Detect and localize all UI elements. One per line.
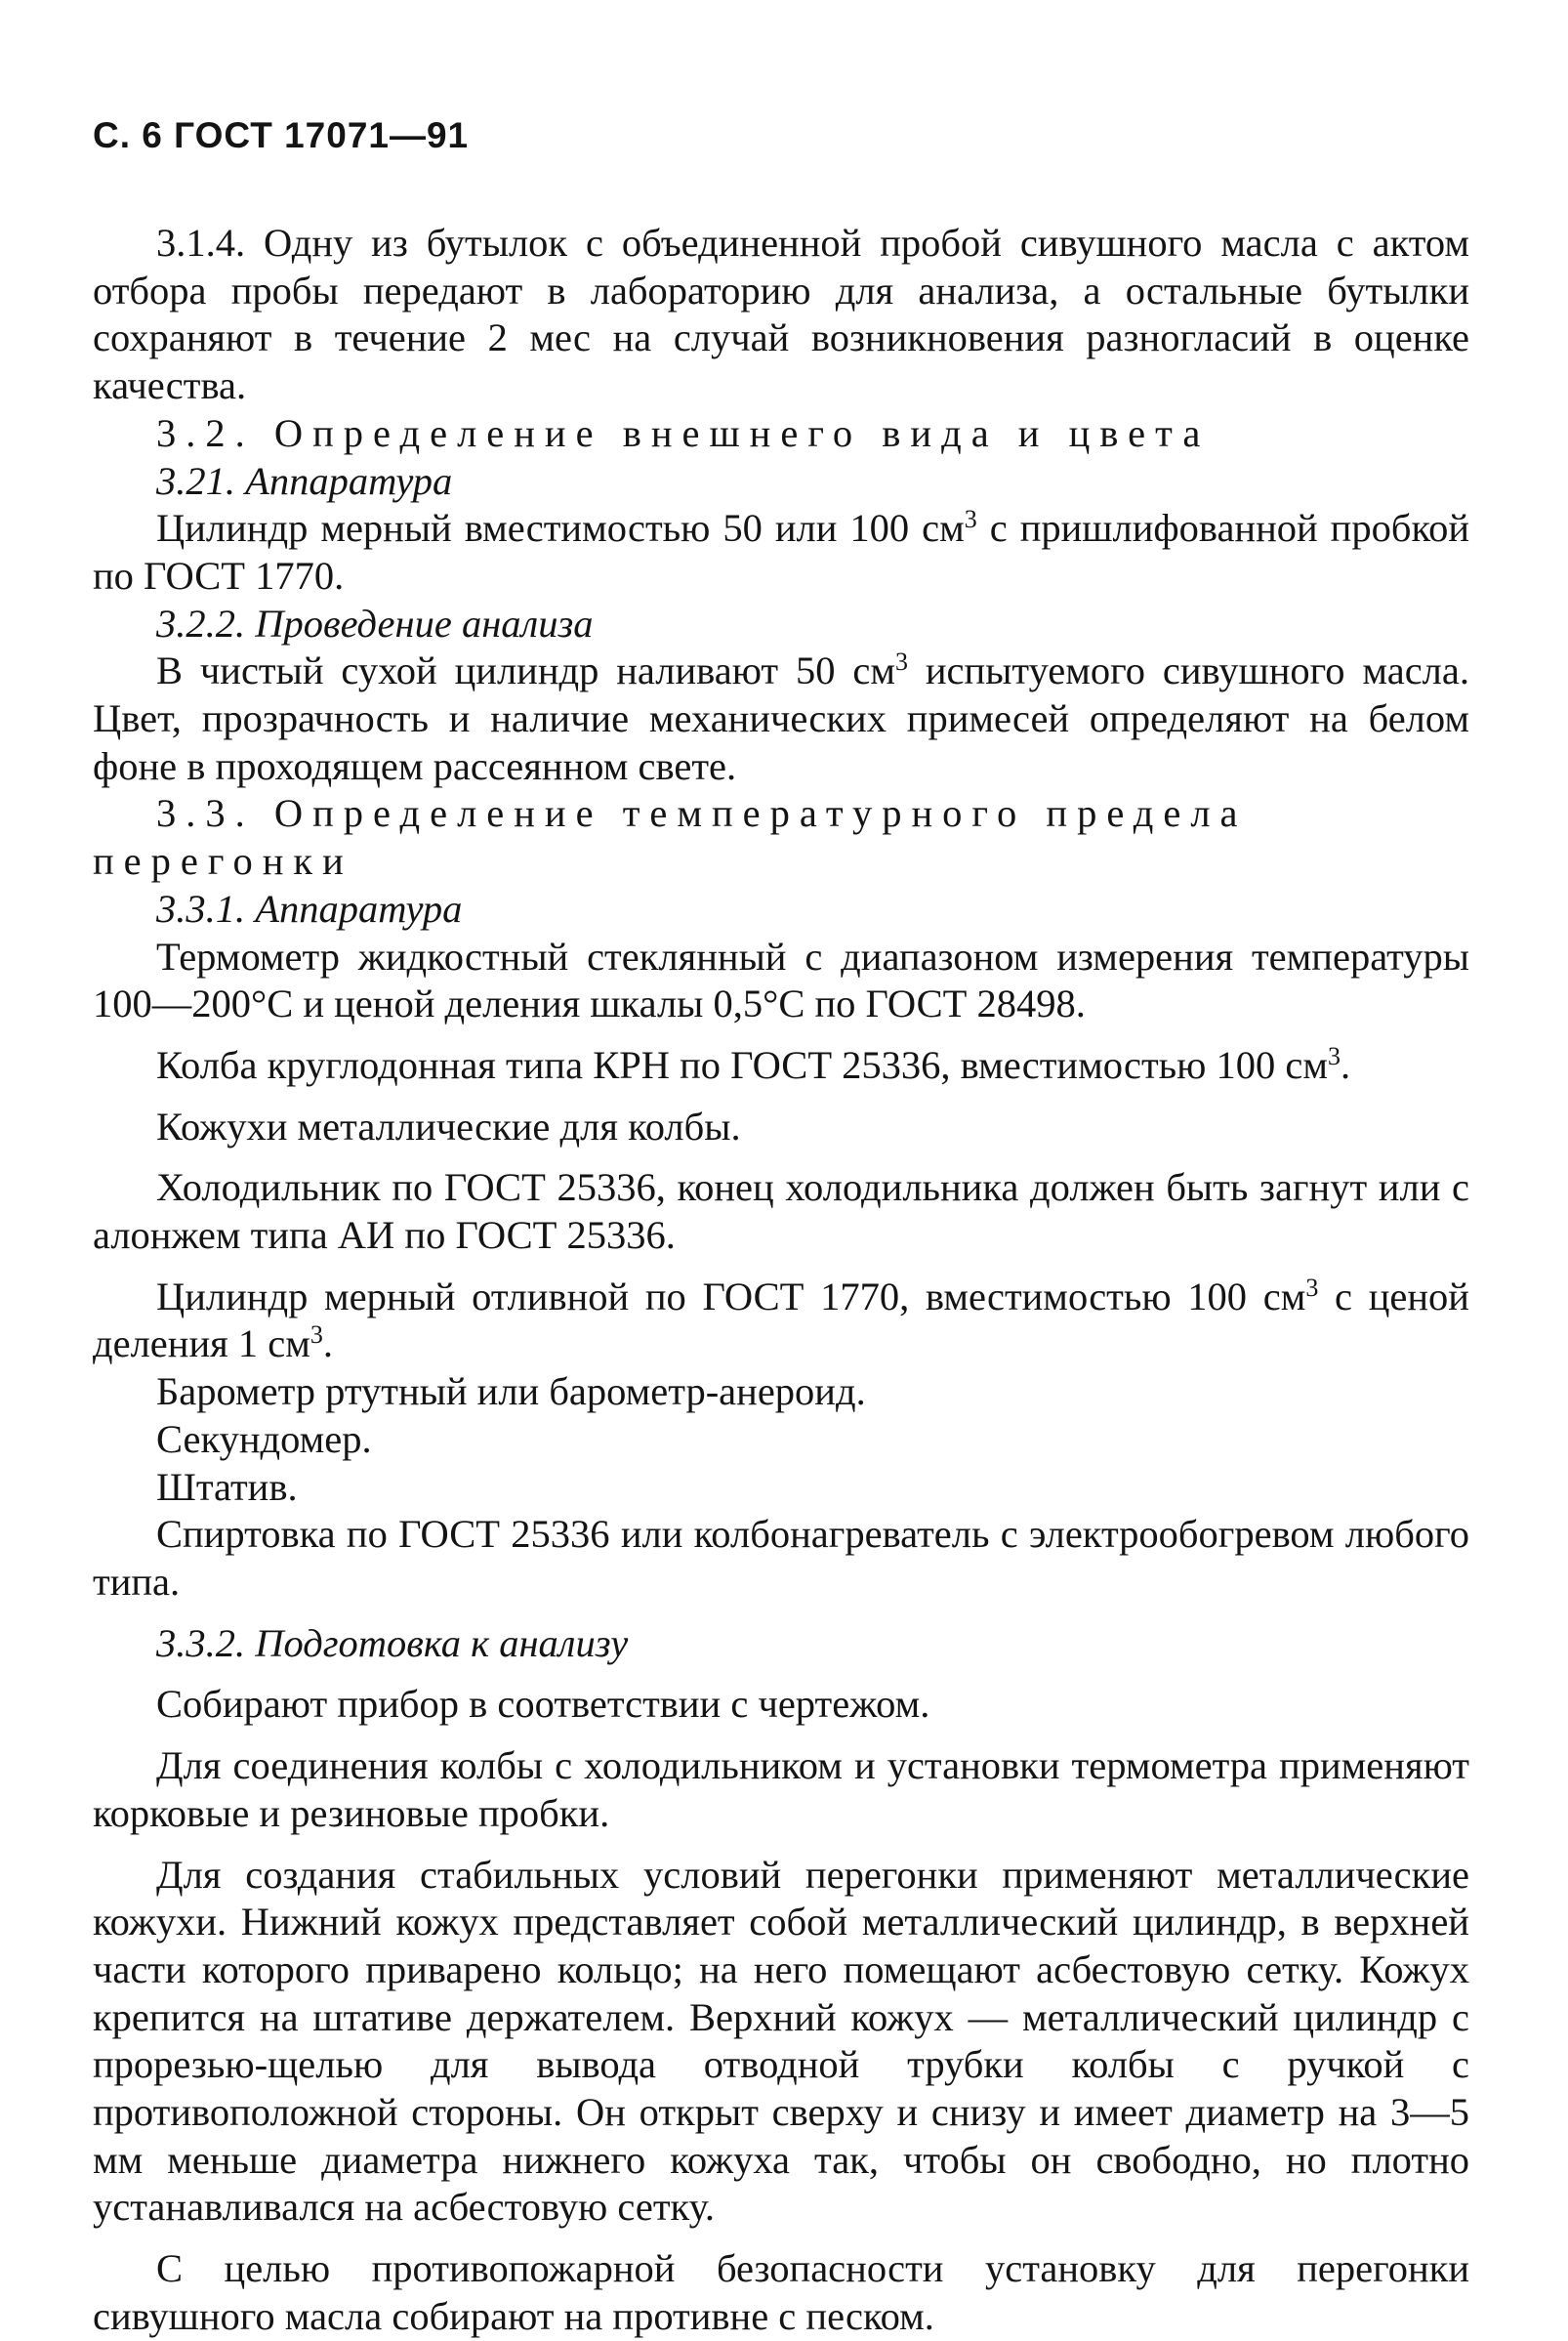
paragraph-barometer: Барометр ртутный или барометр-анероид. [156, 1369, 866, 1414]
subheading-3-3-2: 3.3.2. Подготовка к анализу [156, 1620, 629, 1665]
subheading-3-2-1: 3.21. Аппаратура [156, 458, 453, 503]
subheading-3-3-1: 3.3.1. Аппаратура [156, 886, 463, 931]
paragraph-flask: Колба круглодонная типа КРН по ГОСТ 25336, вместимостью 100 $см^3$. [156, 1041, 1351, 1087]
page-header: С. 6 ГОСТ 17071—91 [93, 115, 470, 155]
paragraph-cylinder: Цилиндр мерный вместимостью 50 или 100 $см^3$ с пришлифованной пробкой по ГОСТ 1770. [93, 505, 1469, 598]
paragraph-fire-safety: С целью противопожарной безопасности установку для перегонки сивушного масла собирают на противне с песком. [93, 2246, 1469, 2338]
paragraph-assembly: Собирают прибор в соответствии с чертежом. [156, 1682, 930, 1727]
section-heading-3-3: 3.3. Определение температурного предела перегонки [93, 791, 1248, 884]
paragraph-stoppers: Для соединения колбы с холодильником и установки термометра применяют корковые и резиновые пробки. [93, 1743, 1469, 1835]
paragraph-condenser: Холодильник по ГОСТ 25336, конец холодильника должен быть загнут или с алонжем типа АИ по ГОСТ 25336. [93, 1165, 1469, 1258]
paragraph-stand: Штатив. [156, 1464, 298, 1509]
paragraph-3-1-4: 3.1.4. Одну из бутылок с объединенной пробой сивушного масла с актом отбора пробы передают в лабораторию для анализа, а остальные бутылки сохраняют в течение 2 мес на случай возникновения разногласий в оценке качества. [93, 221, 1469, 408]
paragraph-thermometer: Термометр жидкостный стеклянный с диапазоном измерения температуры 100—200°С и ценой деления шкалы 0,5°С по ГОСТ 28498. [93, 934, 1469, 1026]
paragraph-casings: Кожухи металлические для колбы. [156, 1104, 741, 1149]
paragraph-measuring-cylinder: Цилиндр мерный отливной по ГОСТ 1770, вместимостью 100 $см^3$ с ценой деления 1 $см^3$. [93, 1273, 1469, 1366]
paragraph-stopwatch: Секундомер. [156, 1416, 372, 1461]
document-body [93, 220, 1469, 2341]
paragraph-procedure: В чистый сухой цилиндр наливают 50 $см^3$ испытуемого сивушного масла. Цвет, прозрачность и наличие механических примесей определяют на белом фоне в проходящем рассеянном свете. [93, 648, 1469, 788]
paragraph-spirit-lamp: Спиртовка по ГОСТ 25336 или колбонагреватель с электрообогревом любого типа. [93, 1512, 1469, 1604]
subheading-3-2-2: 3.2.2. Проведение анализа [156, 601, 594, 646]
paragraph-metal-casings: Для создания стабильных условий перегонки применяют металлические кожухи. Нижний кожух представляет собой металлический цилиндр, в верхней части которого приварено кольцо; на него помещают асбестовую сетку. Кожух крепится на штативе держателем. Верхний кожух — металлический цилиндр с прорезью-щелью для вывода отводной трубки колбы с ручкой с противоположной стороны. Он открыт сверху и снизу и имеет диаметр на 3—5 мм меньше диаметра нижнего кожуха так, чтобы он свободно, но плотно устанавливался на асбестовую сетку. [93, 1852, 1469, 2230]
section-heading-3-2: 3.2. Определение внешнего вида и цвета [156, 410, 1211, 455]
